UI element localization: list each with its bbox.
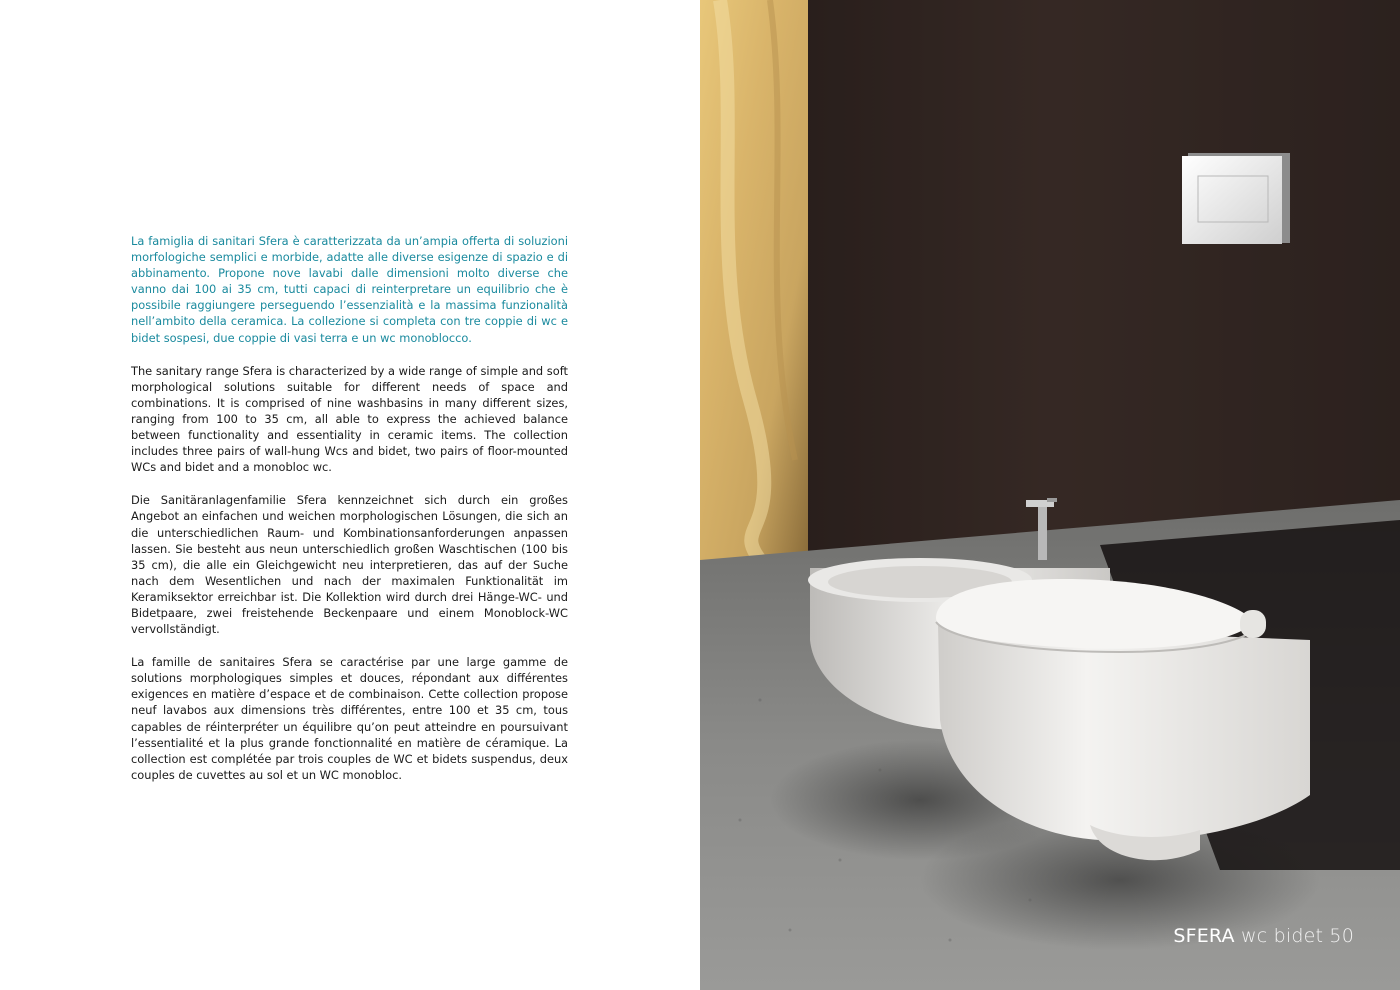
- caption-model: wc bidet 50: [1241, 925, 1354, 947]
- german-paragraph: Die Sanitäranlagenfamilie Sfera kennzeichnet sich durch ein großes Angebot an einfachen und weichen morphologischen Lösungen, die sich an die unterschiedlichen Raum- und Kombinationsanforderungen anpassen lassen. Sie besteht aus neun unterschiedlich großen Waschtischen (100 bis 35 cm), die alle ein Gleichgewicht neu interpretieren, das auf der Suche nach dem Wesentlichen und nach der maximalen Funktionalität im Keramiksektor erreichbar ist. Die Kollektion wird durch drei Hänge-WC- und Bidetpaare, zwei freistehende Beckenpaare und einem Monoblock-WC vervollständigt.: [131, 493, 568, 637]
- bathroom-photo: [700, 0, 1400, 990]
- italian-paragraph: La famiglia di sanitari Sfera è caratterizzata da un’ampia offerta di soluzioni morfologiche semplici e morbide, adatte alle diverse esigenze di spazio e di abbinamento. Propone nove lavabi dalle dimensioni molto diverse che vanno dai 100 ai 35 cm, tutti capaci di reinterpretare un equilibrio che è possibile raggiungere perseguendo l’essenzialità e la massima funzionalità nell’ambito della ceramica. La collezione si completa con tre coppie di wc e bidet sospesi, due coppie di vasi terra e un wc monoblocco.: [131, 234, 568, 345]
- english-paragraph: The sanitary range Sfera is characterized by a wide range of simple and soft morphological solutions suitable for different needs of space and combinations. It is comprised of nine washbasins in many different sizes, ranging from 100 to 35 cm, all able to express the achieved balance between functionality and essentiality in ceramic items. The collection includes three pairs of wall-hung Wcs and bidet, two pairs of floor-mounted WCs and bidet and a monobloc wc.: [131, 363, 568, 475]
- french-paragraph: La famille de sanitaires Sfera se caractérise par une large gamme de solutions morphologiques simples et douces, répondant aux différentes exigences en matière d’espace et de combinaison. Cette collection propose neuf lavabos aux dimensions très différentes, entre 100 et 35 cm, tous capables de réinterpréter un équilibre qu’on peut atteindre en poursuivant l’essentialité et la plus grande fonctionnalité en matière de céramique. La collection est complétée par trois couples de WC et bidets suspendus, deux couples de cuvettes au sol et un WC monobloc.: [131, 655, 568, 782]
- text-column: [131, 233, 568, 800]
- caption-brand: SFERA: [1173, 925, 1235, 947]
- caption: [1173, 925, 1354, 947]
